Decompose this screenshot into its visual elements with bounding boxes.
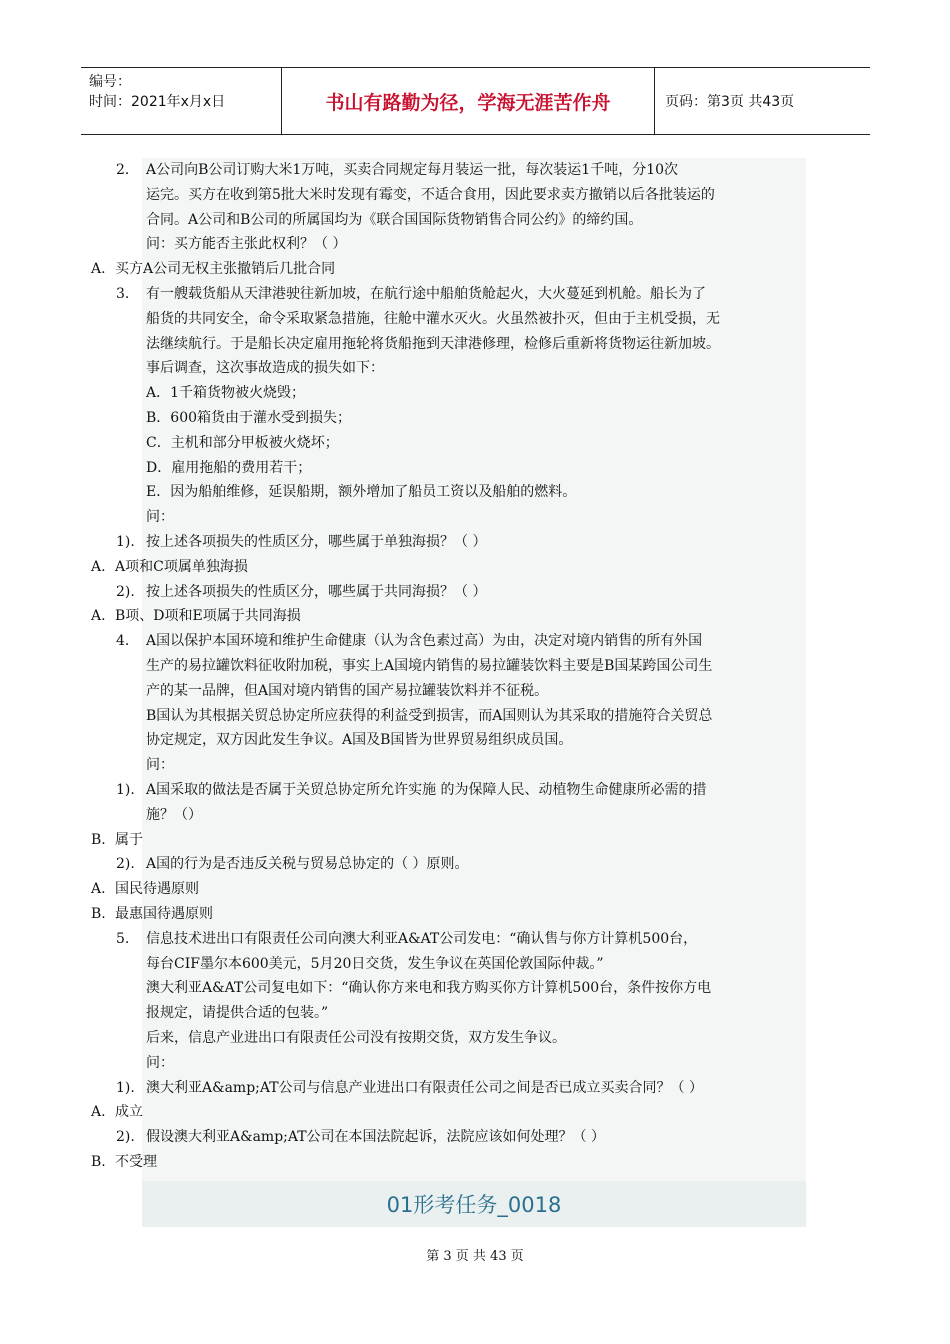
line-text: 买方A公司无权主张撤销后几批合同 xyxy=(115,261,336,278)
line-text: A国以保护本国环境和维护生命健康（认为含色素过高）为由，决定对境内销售的所有外国 xyxy=(146,633,703,650)
text-line xyxy=(116,778,707,803)
line-text: A项和C项属单独海损 xyxy=(115,558,248,575)
answer-line xyxy=(91,1150,157,1175)
item-number: 1). xyxy=(116,782,135,798)
time-label: 时间：2021年x月x日 xyxy=(89,94,226,110)
line-text: D．雇用拖船的费用若干； xyxy=(146,459,312,476)
text-line xyxy=(116,282,706,307)
text-line xyxy=(146,505,174,530)
line-text: 问： xyxy=(146,1054,174,1071)
answer-line xyxy=(91,257,335,282)
text-line xyxy=(116,530,486,555)
answer-line xyxy=(91,877,199,902)
line-text: 成立 xyxy=(115,1104,143,1121)
text-line xyxy=(146,183,715,208)
answer-letter: A. xyxy=(91,608,106,625)
answer-letter: A. xyxy=(91,1104,106,1121)
text-line xyxy=(146,381,305,406)
line-text: A国采取的做法是否属于关贸总协定所允许实施 的为保障人民、动植物生命健康所必需的措 xyxy=(146,782,707,798)
text-line xyxy=(146,803,202,828)
line-text: C．主机和部分甲板被火烧坏； xyxy=(146,434,339,451)
line-text: 按上述各项损失的性质区分，哪些属于单独海损？（ ） xyxy=(146,534,487,550)
text-line xyxy=(116,927,697,952)
line-text: 信息技术进出口有限责任公司向澳大利亚A&AT公司发电：“确认售与你方计算机500台， xyxy=(146,930,698,947)
text-line xyxy=(146,356,384,381)
line-text: 生产的易拉罐饮料征收附加税，事实上A国境内销售的易拉罐装饮料主要是B国某跨国公司生 xyxy=(146,658,713,674)
header-page-info: 页码：第3页 共43页 xyxy=(665,94,795,110)
line-text: 问： xyxy=(146,757,174,774)
answer-letter: A. xyxy=(91,261,106,278)
text-line xyxy=(146,704,712,729)
item-number: 1). xyxy=(116,534,135,550)
answer-letter: B. xyxy=(91,1154,106,1170)
line-text: 最惠国待遇原则 xyxy=(115,906,213,922)
text-line xyxy=(116,1125,605,1150)
header-meta xyxy=(81,68,282,134)
text-line xyxy=(146,753,174,778)
line-text: 按上述各项损失的性质区分，哪些属于共同海损？（ ） xyxy=(146,583,487,600)
answer-line xyxy=(91,1100,143,1125)
line-text: 假设澳大利亚A&amp;AT公司在本国法院起诉，法院应该如何处理？（ ） xyxy=(146,1129,606,1146)
item-number: 2). xyxy=(116,1129,135,1146)
line-text: 报规定，请提供合适的包装。” xyxy=(146,1005,329,1022)
answer-letter: B. xyxy=(91,906,106,922)
text-line xyxy=(146,976,711,1001)
line-text: 不受理 xyxy=(115,1154,157,1170)
text-line xyxy=(146,456,311,481)
item-number: 5. xyxy=(116,930,130,947)
item-number: 2. xyxy=(116,162,130,178)
section-title-box xyxy=(142,1181,806,1227)
line-text: A．1千箱货物被火烧毁； xyxy=(146,385,306,402)
header-motto: 书山有路勤为径，学海无涯苦作舟 xyxy=(282,68,655,134)
answer-line xyxy=(91,902,213,927)
text-line xyxy=(146,728,572,753)
text-line xyxy=(146,654,712,679)
text-line xyxy=(116,580,486,605)
text-line xyxy=(146,1051,174,1076)
text-line xyxy=(116,629,702,654)
line-text: 后来，信息产业进出口有限责任公司没有按期交货，双方发生争议。 xyxy=(146,1030,566,1046)
text-line xyxy=(116,852,469,877)
line-text: 协定规定，双方因此发生争议。A国及B国皆为世界贸易组织成员国。 xyxy=(146,732,573,749)
line-text: B国认为其根据关贸总协定所应获得的利益受到损害，而A国则认为其采取的措施符合关贸总 xyxy=(146,707,713,724)
text-line xyxy=(116,158,678,183)
section-title: 01形考任务_0018 xyxy=(386,1193,562,1217)
line-text: E．因为船舶维修，延误船期，额外增加了船员工资以及船舶的燃料。 xyxy=(146,484,577,501)
line-text: 澳大利亚A&amp;AT公司与信息产业进出口有限责任公司之间是否已成立买卖合同？（ ） xyxy=(146,1079,704,1096)
text-line xyxy=(146,679,548,704)
line-text: 运完。买方在收到第5批大米时发现有霉变，不适合食用，因此要求卖方撤销以后各批装运的 xyxy=(146,186,715,203)
line-text: 澳大利亚A&AT公司复电如下：“确认你方来电和我方购买你方计算机500台，条件按你方电 xyxy=(146,980,712,997)
answer-line xyxy=(91,604,301,629)
answer-letter: A. xyxy=(91,881,106,898)
answer-letter: A. xyxy=(91,558,106,575)
text-line xyxy=(146,480,576,505)
line-text: A国的行为是否违反关税与贸易总协定的（ ）原则。 xyxy=(146,856,469,873)
item-number: 4. xyxy=(116,633,130,650)
line-text: 有一艘载货船从天津港驶往新加坡，在航行途中船舶货舱起火，大火蔓延到机舱。船长为了 xyxy=(146,286,706,302)
line-text: 施？（） xyxy=(146,806,202,823)
answer-line xyxy=(91,828,143,853)
text-line xyxy=(146,208,642,233)
line-text: 每台CIF墨尔本600美元，5月20日交货，发生争议在英国伦敦国际仲裁。” xyxy=(146,955,604,972)
line-text: 法继续航行。于是船长决定雇用拖轮将货船拖到天津港修理，检修后重新将货物运往新加坡。 xyxy=(146,335,720,352)
item-number: 2). xyxy=(116,583,135,600)
line-text: 问： xyxy=(146,509,174,526)
text-line xyxy=(116,1076,703,1101)
line-text: 船货的共同安全，命令采取紧急措施，往舱中灌水灭火。火虽然被扑灭，但由于主机受损，无 xyxy=(146,310,720,327)
text-line xyxy=(146,1026,566,1051)
text-line xyxy=(146,952,604,977)
line-text: 产的某一品牌，但A国对境内销售的国产易拉罐装饮料并不征税。 xyxy=(146,682,549,699)
answer-line xyxy=(91,555,248,580)
text-line xyxy=(146,232,346,257)
header-table xyxy=(81,67,870,135)
text-line xyxy=(146,332,720,357)
text-line xyxy=(146,406,351,431)
serial-label: 编号： xyxy=(89,74,131,90)
line-text: 合同。A公司和B公司的所属国均为《联合国国际货物销售合同公约》的缔约国。 xyxy=(146,211,643,228)
line-text: 事后调查，这次事故造成的损失如下： xyxy=(146,360,384,377)
line-text: 问：买方能否主张此权利？（ ） xyxy=(146,236,347,253)
text-line xyxy=(146,307,720,332)
answer-letter: B. xyxy=(91,831,106,848)
text-line xyxy=(146,1001,328,1026)
item-number: 1). xyxy=(116,1079,135,1096)
item-number: 2). xyxy=(116,856,135,873)
item-number: 3. xyxy=(116,286,130,302)
text-line xyxy=(146,431,339,456)
line-text: B项、D项和E项属于共同海损 xyxy=(115,608,301,625)
line-text: 属于 xyxy=(115,831,143,848)
page-footer: 第 3 页 共 43 页 xyxy=(426,1249,524,1264)
line-text: A公司向B公司订购大米1万吨，买卖合同规定每月装运一批，每次装运1千吨，分10次 xyxy=(146,162,679,178)
line-text: 国民待遇原则 xyxy=(115,881,199,898)
line-text: B．600箱货由于灌水受到损失； xyxy=(146,410,352,426)
